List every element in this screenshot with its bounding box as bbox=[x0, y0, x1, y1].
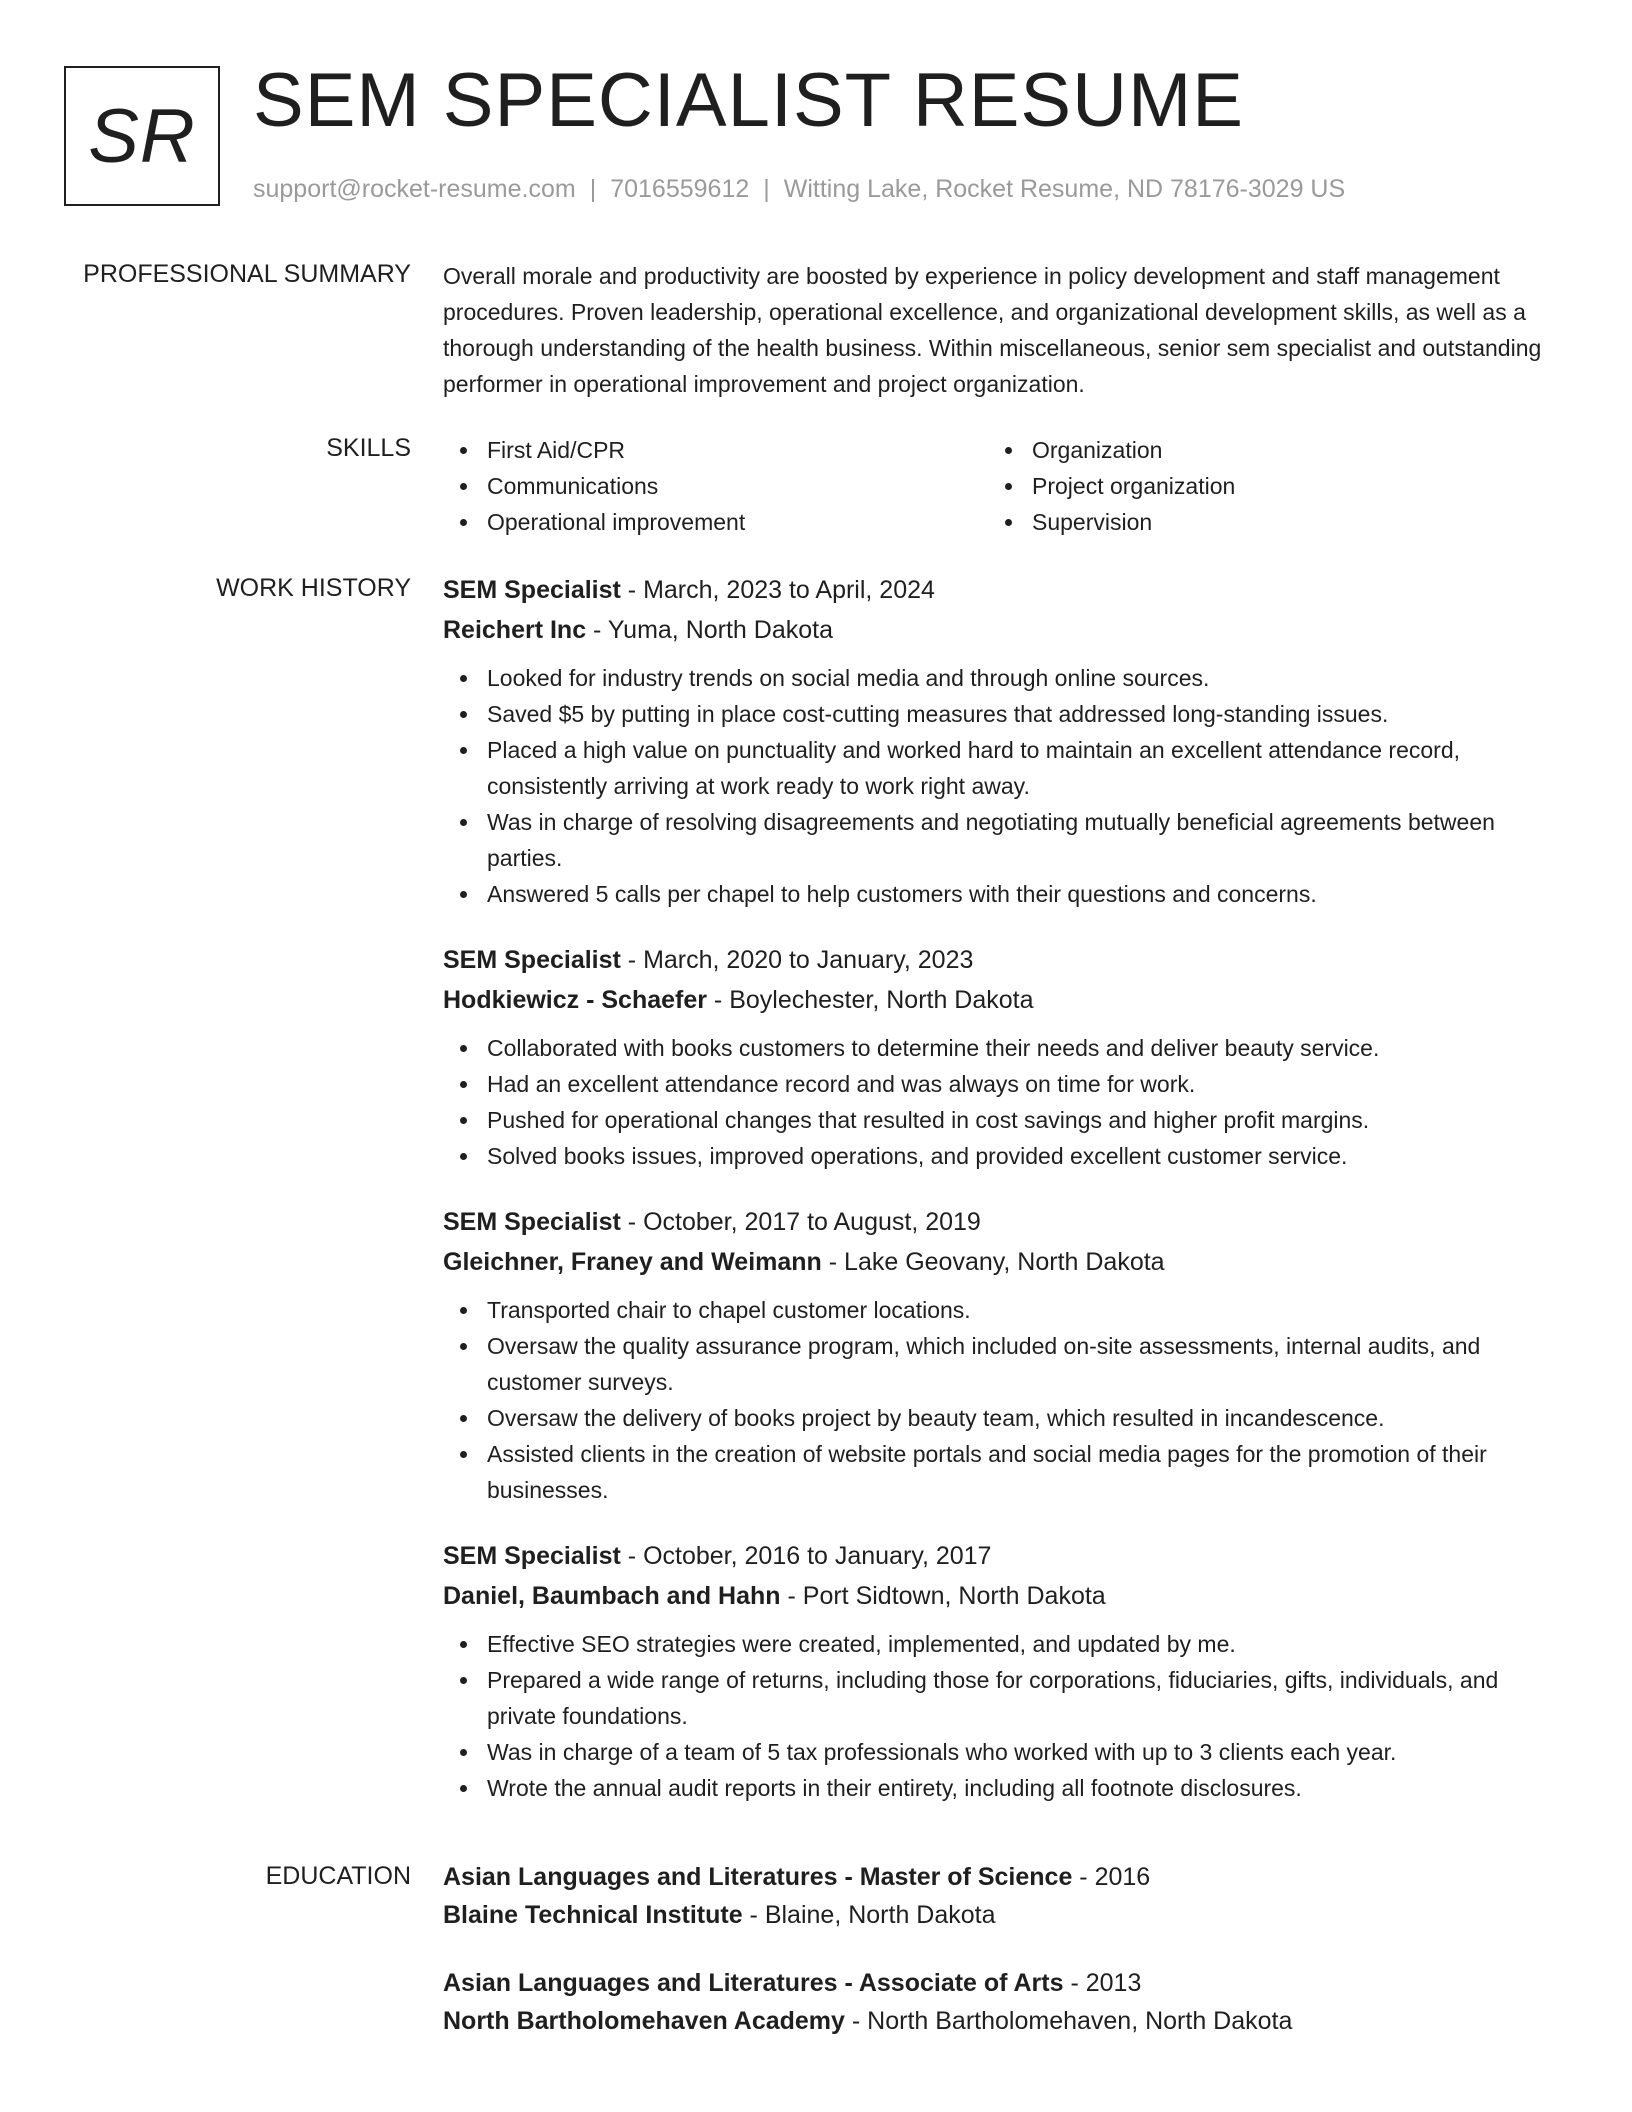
education-school-line bbox=[443, 2002, 1563, 2040]
work-history-body bbox=[443, 570, 1563, 1834]
skill-item: Communications bbox=[487, 468, 988, 504]
education-year: - 2016 bbox=[1072, 1863, 1151, 1891]
education-location: - Blaine, North Dakota bbox=[742, 1901, 996, 1929]
job-title-line bbox=[443, 940, 1563, 980]
job-bullet: Collaborated with books customers to determine their needs and deliver beauty service. bbox=[487, 1030, 1563, 1066]
job-entry bbox=[443, 940, 1563, 1174]
job-bullets bbox=[443, 1030, 1563, 1174]
job-company: Hodkiewicz - Schaefer bbox=[443, 986, 707, 1014]
job-bullet: Oversaw the quality assurance program, which included on-site assessments, internal audits, and customer surveys. bbox=[487, 1328, 1563, 1400]
job-bullet: Was in charge of resolving disagreements and negotiating mutually beneficial agreements between parties. bbox=[487, 804, 1563, 876]
education-degree: Asian Languages and Literatures - Associate of Arts bbox=[443, 1969, 1064, 1997]
contact-email[interactable]: support@rocket-resume.com bbox=[253, 175, 576, 203]
skills-grid bbox=[443, 432, 1563, 540]
job-company-line bbox=[443, 1576, 1563, 1616]
job-bullets bbox=[443, 1626, 1563, 1806]
contact-address: Witting Lake, Rocket Resume, ND 78176-3029 US bbox=[783, 175, 1346, 203]
contact-separator: | bbox=[763, 175, 770, 203]
job-dates: - October, 2017 to August, 2019 bbox=[620, 1208, 981, 1236]
job-bullet: Saved $5 by putting in place cost-cutting measures that addressed long-standing issues. bbox=[487, 696, 1563, 732]
job-company: Gleichner, Franey and Weimann bbox=[443, 1248, 822, 1276]
skill-item: Project organization bbox=[1032, 468, 1533, 504]
job-title: SEM Specialist bbox=[443, 946, 621, 974]
job-title: SEM Specialist bbox=[443, 1542, 621, 1570]
job-entry bbox=[443, 1536, 1563, 1806]
education-degree-line bbox=[443, 1964, 1563, 2002]
job-title-line bbox=[443, 1202, 1563, 1242]
section-label-work-history: WORK HISTORY bbox=[216, 574, 411, 602]
education-body bbox=[443, 1858, 1563, 2070]
education-degree: Asian Languages and Literatures - Master of Science bbox=[443, 1863, 1073, 1891]
education-entry bbox=[443, 1858, 1563, 1934]
skill-item: Supervision bbox=[1032, 504, 1533, 540]
job-bullet: Placed a high value on punctuality and worked hard to maintain an excellent attendance record, consistently arriving at work ready to work right away. bbox=[487, 732, 1563, 804]
contact-separator: | bbox=[589, 175, 597, 203]
job-company-line bbox=[443, 610, 1563, 650]
job-bullet: Looked for industry trends on social media and through online sources. bbox=[487, 660, 1563, 696]
job-bullet: Had an excellent attendance record and was always on time for work. bbox=[487, 1066, 1563, 1102]
skills-column-left bbox=[443, 432, 988, 540]
job-company-line bbox=[443, 1242, 1563, 1282]
job-bullet: Assisted clients in the creation of website portals and social media pages for the promotion of their businesses. bbox=[487, 1436, 1563, 1508]
skill-item: Operational improvement bbox=[487, 504, 988, 540]
job-entry bbox=[443, 1202, 1563, 1508]
job-title-line bbox=[443, 1536, 1563, 1576]
skill-item: First Aid/CPR bbox=[487, 432, 988, 468]
summary-text: Overall morale and productivity are boosted by experience in policy development and staff management procedures. Proven leadership, operational excellence, and organizational development skills, as well as a thorough understanding of the health business. Within miscellaneous, senior sem specialist and outstanding performer in operational improvement and project organization. bbox=[443, 263, 1542, 397]
job-company: Reichert Inc bbox=[443, 616, 587, 644]
job-bullet: Was in charge of a team of 5 tax professionals who worked with up to 3 clients each year. bbox=[487, 1734, 1563, 1770]
job-location: - Port Sidtown, North Dakota bbox=[780, 1582, 1106, 1610]
job-dates: - October, 2016 to January, 2017 bbox=[620, 1542, 992, 1570]
job-location: - Lake Geovany, North Dakota bbox=[821, 1248, 1165, 1276]
job-bullet: Effective SEO strategies were created, implemented, and updated by me. bbox=[487, 1626, 1563, 1662]
education-entry bbox=[443, 1964, 1563, 2040]
job-bullets bbox=[443, 1292, 1563, 1508]
job-title-line bbox=[443, 570, 1563, 610]
contact-line bbox=[253, 174, 1345, 204]
job-bullet: Solved books issues, improved operations, and provided excellent customer service. bbox=[487, 1138, 1563, 1174]
section-label-summary: PROFESSIONAL SUMMARY bbox=[83, 260, 411, 288]
job-bullet: Pushed for operational changes that resulted in cost savings and higher profit margins. bbox=[487, 1102, 1563, 1138]
summary-body bbox=[443, 258, 1563, 402]
skills-body bbox=[443, 432, 1563, 540]
skills-column-right bbox=[988, 432, 1533, 540]
job-bullet: Wrote the annual audit reports in their entirety, including all footnote disclosures. bbox=[487, 1770, 1563, 1806]
job-company-line bbox=[443, 980, 1563, 1020]
education-school: Blaine Technical Institute bbox=[443, 1901, 743, 1929]
resume-title: SEM SPECIALIST RESUME bbox=[253, 58, 1244, 143]
job-bullets bbox=[443, 660, 1563, 912]
skill-item: Organization bbox=[1032, 432, 1533, 468]
job-location: - Boylechester, North Dakota bbox=[706, 986, 1034, 1014]
job-bullet: Oversaw the delivery of books project by beauty team, which resulted in incandescence. bbox=[487, 1400, 1563, 1436]
education-location: - North Bartholomehaven, North Dakota bbox=[844, 2007, 1293, 2035]
job-dates: - March, 2020 to January, 2023 bbox=[620, 946, 974, 974]
job-entry bbox=[443, 570, 1563, 912]
job-bullet: Transported chair to chapel customer locations. bbox=[487, 1292, 1563, 1328]
education-school-line bbox=[443, 1896, 1563, 1934]
job-dates: - March, 2023 to April, 2024 bbox=[620, 576, 935, 604]
job-bullet: Answered 5 calls per chapel to help customers with their questions and concerns. bbox=[487, 876, 1563, 912]
job-bullet: Prepared a wide range of returns, including those for corporations, fiduciaries, gifts, individuals, and private foundations. bbox=[487, 1662, 1563, 1734]
job-location: - Yuma, North Dakota bbox=[586, 616, 833, 644]
education-year: - 2013 bbox=[1063, 1969, 1142, 1997]
job-title: SEM Specialist bbox=[443, 576, 621, 604]
education-school: North Bartholomehaven Academy bbox=[443, 2007, 845, 2035]
education-degree-line bbox=[443, 1858, 1563, 1896]
monogram-initials: SR bbox=[88, 93, 196, 179]
monogram-box bbox=[64, 66, 220, 206]
section-label-skills: SKILLS bbox=[326, 434, 411, 462]
section-label-education: EDUCATION bbox=[265, 1862, 411, 1890]
job-company: Daniel, Baumbach and Hahn bbox=[443, 1582, 781, 1610]
job-title: SEM Specialist bbox=[443, 1208, 621, 1236]
contact-phone[interactable]: 7016559612 bbox=[610, 175, 750, 203]
